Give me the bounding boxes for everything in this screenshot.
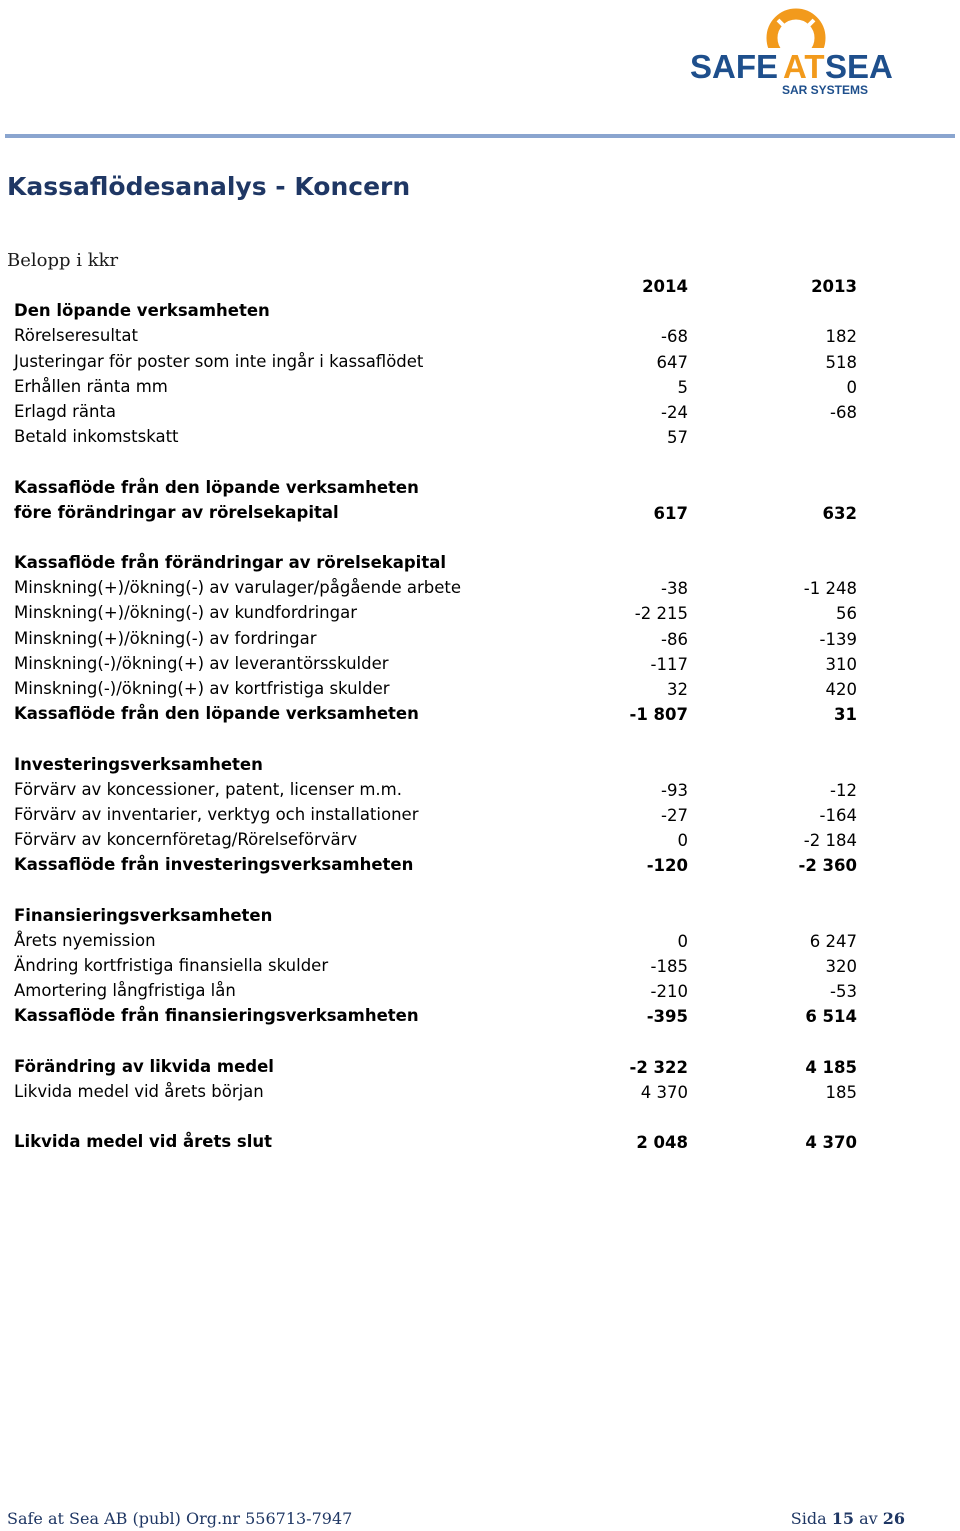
- value-2014: -68: [661, 327, 688, 347]
- value-2014: -185: [650, 957, 688, 977]
- value-2014: 32: [667, 680, 688, 699]
- row-label: Kassaflöde från förändringar av rörelsekapital: [14, 553, 447, 573]
- value-2013: 310: [825, 654, 857, 674]
- spacer-row: [14, 726, 857, 751]
- table-row: [14, 928, 857, 953]
- value-2013: 6 247: [809, 931, 857, 951]
- value-2014: -24: [661, 402, 688, 422]
- table-row: [14, 953, 857, 978]
- row-label: Minskning(+)/ökning(-) av kundfordringar: [14, 603, 357, 623]
- value-2014: -38: [661, 579, 688, 599]
- page-title: Kassaflödesanalys - Koncern: [7, 172, 411, 201]
- row-label: Likvida medel vid årets början: [14, 1082, 264, 1101]
- table-row: [14, 349, 857, 374]
- value-2014: -2 322: [629, 1057, 688, 1077]
- row-label: Betald inkomstskatt: [14, 427, 179, 447]
- footer-company-info: Safe at Sea AB (publ) Org.nr 556713-7947: [7, 1509, 353, 1528]
- row-label: Erhållen ränta mm: [14, 376, 168, 396]
- row-label: före förändringar av rörelsekapital: [14, 502, 339, 522]
- table-row: [14, 550, 857, 575]
- value-2013: -1 248: [803, 579, 857, 599]
- row-label: Minskning(-)/ökning(+) av leverantörsskulder: [14, 653, 389, 673]
- value-2013: -2 184: [803, 831, 857, 851]
- value-2013: 320: [825, 957, 857, 977]
- value-2014: -93: [661, 780, 688, 800]
- column-header-2013: 2013: [811, 277, 857, 296]
- value-2014: -1 807: [629, 705, 688, 725]
- table-row: [14, 802, 857, 827]
- table-row: [14, 777, 857, 802]
- table-row: [14, 852, 857, 877]
- table-row: [14, 424, 857, 449]
- footer-page-sep: av: [859, 1509, 878, 1528]
- table-row: [14, 1079, 857, 1104]
- value-2013: -53: [830, 982, 857, 1002]
- table-row: [14, 626, 857, 651]
- table-row: [14, 651, 857, 676]
- value-2014: 0: [677, 931, 688, 951]
- footer-page-number: [791, 1509, 905, 1528]
- row-label: Förvärv av koncessioner, patent, licenser m.m.: [14, 779, 402, 799]
- row-label: Kassaflöde från den löpande verksamheten: [14, 704, 419, 724]
- cash-flow-table: [14, 273, 857, 1155]
- amount-unit-label: Belopp i kkr: [7, 250, 119, 271]
- spacer-row: [14, 1104, 857, 1129]
- value-2013: 6 514: [805, 1007, 857, 1027]
- value-2013: 420: [825, 680, 857, 699]
- table-row: [14, 827, 857, 852]
- value-2013: -139: [819, 629, 857, 649]
- table-row: [14, 399, 857, 424]
- row-label: Kassaflöde från den löpande verksamheten: [14, 477, 419, 497]
- value-2014: -2 215: [634, 604, 688, 624]
- table-row: [14, 978, 857, 1003]
- table-row: [14, 903, 857, 928]
- table-row: [14, 1003, 857, 1028]
- value-2014: 5: [677, 377, 688, 397]
- value-2014: -395: [646, 1007, 688, 1027]
- table-row: [14, 701, 857, 726]
- value-2013: 518: [825, 352, 857, 372]
- table-row: [14, 600, 857, 625]
- value-2013: -68: [830, 402, 857, 422]
- value-2013: 185: [825, 1083, 857, 1102]
- value-2014: 2 048: [636, 1133, 688, 1153]
- logo-brand-safe: SAFE: [690, 48, 779, 85]
- value-2014: 617: [653, 503, 688, 523]
- row-label: Årets nyemission: [14, 930, 156, 950]
- row-label: Kassaflöde från investeringsverksamheten: [14, 855, 414, 875]
- value-2014: -117: [650, 654, 688, 674]
- logo-brand-sea: SEA: [825, 48, 893, 85]
- company-logo: [688, 6, 904, 98]
- table-row: [14, 1129, 857, 1154]
- row-label: Amortering långfristiga lån: [14, 981, 236, 1001]
- footer-page-prefix: Sida: [790, 1509, 827, 1528]
- row-label: Förvärv av inventarier, verktyg och installationer: [14, 804, 419, 824]
- lifebuoy-logo-graphic: [688, 6, 904, 98]
- logo-brand-at: AT: [783, 48, 825, 85]
- value-2014: -86: [661, 629, 688, 649]
- header-divider: [5, 134, 955, 138]
- row-label: Den löpande verksamheten: [14, 301, 270, 321]
- spacer-row: [14, 1029, 857, 1054]
- table-row: [14, 752, 857, 777]
- table-row: [14, 575, 857, 600]
- row-label: Minskning(+)/ökning(-) av fordringar: [14, 628, 317, 648]
- table-row: [14, 323, 857, 348]
- spacer-row: [14, 449, 857, 474]
- value-2013: 31: [834, 705, 857, 725]
- column-header-2014: 2014: [642, 277, 688, 296]
- row-label: Minskning(-)/ökning(+) av kortfristiga skulder: [14, 679, 390, 698]
- row-label: Erlagd ränta: [14, 401, 117, 421]
- table-row: [14, 676, 857, 701]
- value-2014: 4 370: [640, 1083, 688, 1102]
- row-label: Ändring kortfristiga finansiella skulder: [14, 956, 329, 976]
- spacer-row: [14, 878, 857, 903]
- value-2014: -27: [661, 805, 688, 825]
- value-2014: 0: [677, 831, 688, 851]
- value-2013: -164: [819, 805, 857, 825]
- row-label: Investeringsverksamheten: [14, 754, 263, 774]
- value-2013: 56: [836, 604, 857, 624]
- value-2013: -2 360: [798, 856, 857, 876]
- table-row: [14, 374, 857, 399]
- logo-tagline: SAR SYSTEMS: [782, 83, 869, 97]
- value-2014: 57: [667, 428, 688, 448]
- value-2014: -210: [650, 982, 688, 1002]
- value-2013: 0: [846, 377, 857, 397]
- footer-page-current: 15: [831, 1509, 854, 1528]
- row-label: Justeringar för poster som inte ingår i kassaflödet: [14, 351, 424, 371]
- value-2013: 4 370: [805, 1133, 857, 1153]
- value-2013: -12: [830, 780, 857, 800]
- row-label: Likvida medel vid årets slut: [14, 1132, 273, 1152]
- row-label: Kassaflöde från finansieringsverksamheten: [14, 1006, 419, 1026]
- value-2014: -120: [646, 856, 688, 876]
- footer-page-total: 26: [882, 1509, 905, 1528]
- row-label: Minskning(+)/ökning(-) av varulager/pågående arbete: [14, 578, 462, 598]
- row-label: Rörelseresultat: [14, 326, 138, 346]
- table-row: [14, 475, 857, 500]
- row-label: Finansieringsverksamheten: [14, 905, 273, 925]
- row-label: Förändring av likvida medel: [14, 1056, 274, 1076]
- table-row: [14, 500, 857, 525]
- table-row: [14, 298, 857, 323]
- row-label: Förvärv av koncernföretag/Rörelseförvärv: [14, 830, 358, 850]
- spacer-row: [14, 525, 857, 550]
- table-row: [14, 1054, 857, 1079]
- value-2013: 632: [822, 503, 857, 523]
- value-2013: 182: [825, 327, 857, 347]
- value-2014: 647: [656, 352, 688, 372]
- value-2013: 4 185: [805, 1057, 857, 1077]
- column-header-row: [14, 273, 857, 298]
